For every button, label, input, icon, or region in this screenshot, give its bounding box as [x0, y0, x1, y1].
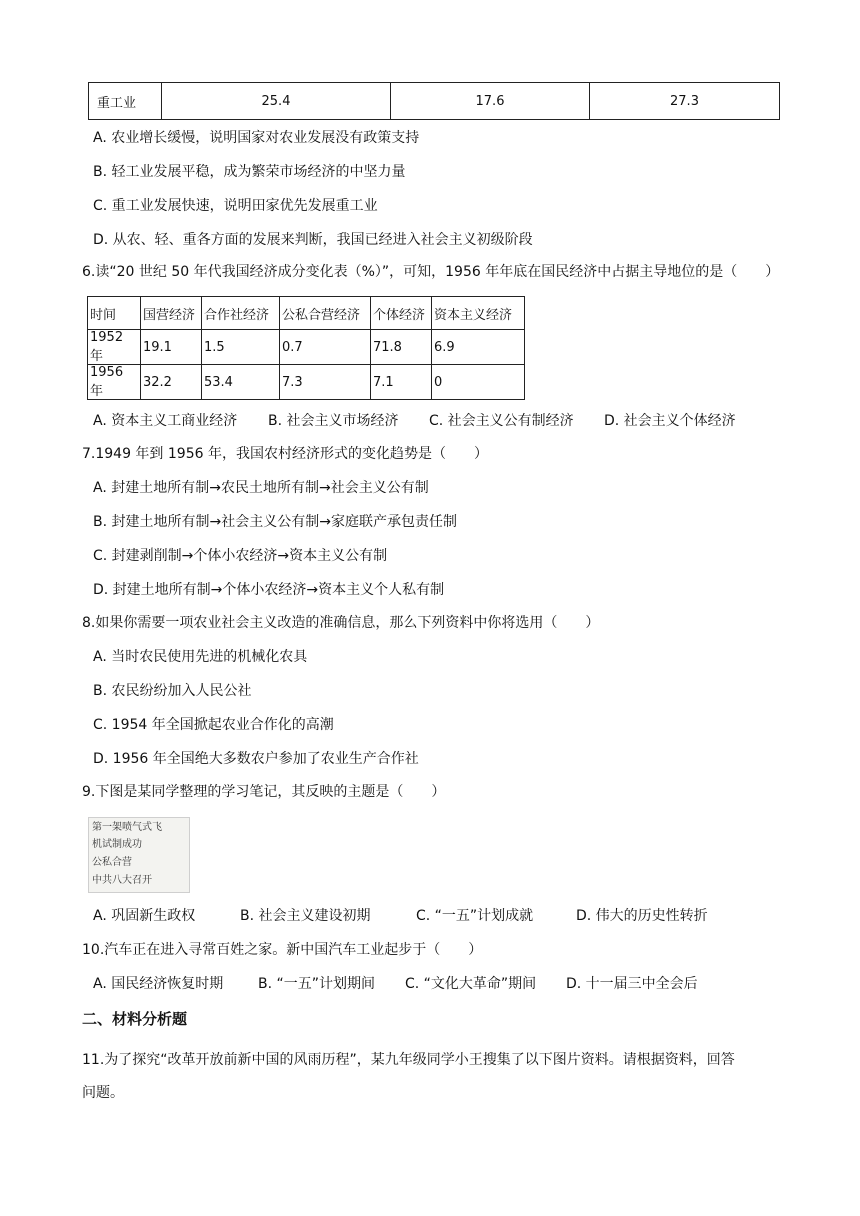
- table-cell: 6.9: [432, 330, 525, 365]
- q5-option-a: A. 农业增长缓慢，说明国家对农业发展没有政策支持: [93, 130, 420, 146]
- q10-stem: 10.汽车正在进入寻常百姓之家。新中国汽车工业起步于（ ）: [82, 942, 483, 958]
- q6-option-c: C. 社会主义公有制经济: [429, 413, 574, 429]
- column-header: 公私合营经济: [280, 297, 371, 330]
- column-header: 个体经济: [371, 297, 432, 330]
- table-cell: 0.7: [280, 330, 371, 365]
- note-line: 机试制成功: [92, 839, 142, 850]
- column-header: 合作社经济: [202, 297, 280, 330]
- q5-option-b: B. 轻工业发展平稳，成为繁荣市场经济的中坚力量: [93, 164, 406, 180]
- table-cell: 19.1: [141, 330, 202, 365]
- note-line: 公私合营: [92, 857, 132, 868]
- table-cell: 71.8: [371, 330, 432, 365]
- table-cell: 1952 年: [88, 330, 141, 365]
- table-cell: 1.5: [202, 330, 280, 365]
- q6-option-a: A. 资本主义工商业经济: [93, 413, 238, 429]
- q8-option-d: D. 1956 年全国绝大多数农户参加了农业生产合作社: [93, 751, 419, 767]
- economy-table: [87, 296, 525, 400]
- q11-stem-line-2: 问题。: [82, 1085, 124, 1101]
- q7-stem: 7.1949 年到 1956 年，我国农村经济形式的变化趋势是（ ）: [82, 446, 488, 462]
- table-cell: 32.2: [141, 365, 202, 400]
- table-row: [88, 330, 525, 365]
- table-cell: 1956 年: [88, 365, 141, 400]
- q9-options: [0, 906, 860, 926]
- q6-option-d: D. 社会主义个体经济: [604, 413, 736, 429]
- q6-options: [0, 411, 860, 431]
- section-heading: 二、材料分析题: [82, 1010, 188, 1028]
- note-line: 中共八大召开: [92, 875, 152, 886]
- table-cell: 7.1: [371, 365, 432, 400]
- growth-table: [88, 82, 780, 120]
- table-header-row: [88, 297, 525, 330]
- q7-option-c: C. 封建剥削制→个体小农经济→资本主义公有制: [93, 548, 388, 564]
- table-cell: 25.4: [162, 83, 391, 120]
- note-line: 第一架喷气式飞: [92, 822, 162, 833]
- q6-stem: 6.读“20 世纪 50 年代我国经济成分变化表（%）”，可知，1956 年年底在国民经济中占据主导地位的是（ ）: [82, 264, 780, 280]
- q9-option-d: D. 伟大的历史性转折: [576, 908, 708, 924]
- table-cell: 0: [432, 365, 525, 400]
- q10-option-d: D. 十一届三中全会后: [566, 976, 698, 992]
- table-cell: 27.3: [590, 83, 780, 120]
- table-row: [89, 83, 780, 120]
- q9-option-b: B. 社会主义建设初期: [240, 908, 371, 924]
- study-note-image: [88, 817, 190, 893]
- q8-option-c: C. 1954 年全国掀起农业合作化的高潮: [93, 717, 334, 733]
- q11-stem-line-1: 11.为了探究“改革开放前新中国的风雨历程”，某九年级同学小王搜集了以下图片资料。请根据资料，回答: [82, 1052, 735, 1068]
- q10-options: [0, 974, 860, 994]
- q9-option-c: C. “一五”计划成就: [416, 908, 534, 924]
- q10-option-b: B. “一五”计划期间: [258, 976, 376, 992]
- q9-option-a: A. 巩固新生政权: [93, 908, 196, 924]
- q7-option-a: A. 封建土地所有制→农民土地所有制→社会主义公有制: [93, 480, 429, 496]
- q5-option-c: C. 重工业发展快速，说明田家优先发展重工业: [93, 198, 378, 214]
- column-header: 国营经济: [141, 297, 202, 330]
- table-row: [88, 365, 525, 400]
- table-cell: 17.6: [391, 83, 590, 120]
- q6-option-b: B. 社会主义市场经济: [268, 413, 399, 429]
- q7-option-d: D. 封建土地所有制→个体小农经济→资本主义个人私有制: [93, 582, 445, 598]
- table-cell: 53.4: [202, 365, 280, 400]
- column-header: 时间: [88, 297, 141, 330]
- q8-option-a: A. 当时农民使用先进的机械化农具: [93, 649, 308, 665]
- q7-option-b: B. 封建土地所有制→社会主义公有制→家庭联产承包责任制: [93, 514, 457, 530]
- q9-stem: 9.下图是某同学整理的学习笔记，其反映的主题是（ ）: [82, 784, 446, 800]
- row-label: 重工业: [89, 83, 162, 120]
- q10-option-a: A. 国民经济恢复时期: [93, 976, 224, 992]
- table-cell: 7.3: [280, 365, 371, 400]
- column-header: 资本主义经济: [432, 297, 525, 330]
- q8-option-b: B. 农民纷纷加入人民公社: [93, 683, 252, 699]
- q8-stem: 8.如果你需要一项农业社会主义改造的准确信息，那么下列资料中你将选用（ ）: [82, 615, 600, 631]
- q5-option-d: D. 从农、轻、重各方面的发展来判断，我国已经进入社会主义初级阶段: [93, 232, 533, 248]
- q10-option-c: C. “文化大革命”期间: [405, 976, 537, 992]
